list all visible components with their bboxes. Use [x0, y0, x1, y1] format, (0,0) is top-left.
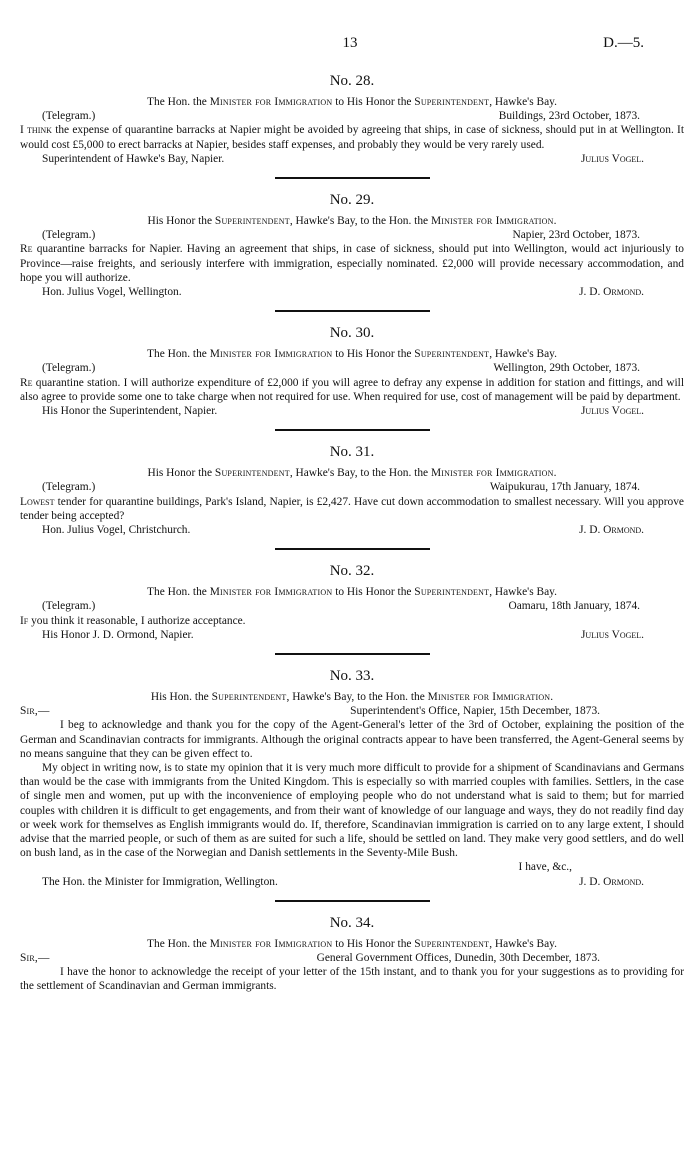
- route-to-place: , Hawke's Bay.: [489, 348, 557, 361]
- lead-word: Lowest: [20, 495, 55, 508]
- letter-place-date: General Government Offices, Dunedin, 30th December, 1873.: [316, 951, 600, 964]
- route-to-office: Minister for Immigration: [427, 690, 551, 703]
- section-divider: [275, 653, 430, 655]
- message-type: (Telegram.): [42, 362, 96, 375]
- body-text: tender for quarantine buildings, Park's Island, Napier, is £2,427. Have cut down accommodation to smallest necessary. Will you approve tender being accepted?: [20, 495, 684, 522]
- message-meta: [20, 599, 684, 613]
- route-to-place: .: [553, 214, 557, 227]
- message-number: No. 29.: [329, 191, 375, 208]
- route-from-office: Superintendent: [211, 690, 287, 703]
- page-number: 13: [342, 35, 358, 51]
- addressee: His Honor the Superintendent, Napier.: [42, 404, 218, 417]
- letter-paragraph: I have the honor to acknowledge the receipt of your letter of the 15th instant, and to thank you for your suggestions as to providing for the settlement of Scandinavian and German immigrants.: [20, 966, 684, 993]
- route-to-text: , Hawke's Bay, to the Hon. the: [289, 467, 431, 480]
- closing-text: I have, &c.,: [518, 861, 572, 874]
- message-place-date: Buildings, 23rd October, 1873.: [498, 110, 640, 123]
- message-body: [20, 376, 684, 404]
- message-body: [20, 495, 684, 523]
- message-type: (Telegram.): [42, 481, 96, 494]
- signature: Julius Vogel.: [580, 628, 644, 641]
- route-to-text: to His Honor the: [332, 96, 415, 108]
- message-route: [20, 95, 684, 109]
- message-meta: [20, 361, 684, 375]
- letter-meta: [20, 704, 684, 718]
- lead-word: If: [20, 614, 29, 627]
- letter-paragraph: My object in writing now, is to state my opinion that it is very much more difficult to provide for a shipment of Scandinavians and Germans than would be the case with immigrants from the United Kingdom. This is especially so with married couples with families. Settlers, in the case of single men and women, put up with the inconvenience of employing people who do not understand what is said to them; but for married couples with children it is difficult to get engagements, and from their want of knowledge of our language and ways, they do not readily find day or week work for themselves as English immigrants would do. If, therefore, Scandinavian immigration is carried on to any large extent, I should advise that the married people, or such of them as are suited for such a life, should be settled on land. They make very good settlers, and do well on bush land, as in the case of the Norwegian and Danish settlements in the Seventy-Mile Bush.: [20, 761, 684, 860]
- route-to-office: Superintendent: [414, 348, 490, 361]
- message-body: [20, 242, 684, 285]
- message-signature-line: [20, 285, 684, 299]
- letter-place-date: Superintendent's Office, Napier, 15th December, 1873.: [350, 705, 600, 718]
- telegram-28: [20, 72, 684, 166]
- route-from-office: Superintendent: [214, 467, 290, 480]
- letter-33: [20, 667, 684, 889]
- section-divider: [275, 177, 430, 179]
- message-place-date: Oamaru, 18th January, 1874.: [508, 600, 640, 613]
- route-from-title: The Hon. the: [147, 937, 210, 950]
- route-to-place: , Hawke's Bay.: [489, 96, 557, 108]
- addressee: The Hon. the Minister for Immigration, Wellington.: [42, 875, 278, 888]
- letter-closing: [20, 860, 684, 874]
- lead-word: Re: [20, 376, 33, 389]
- addressee: His Honor J. D. Ormond, Napier.: [42, 628, 194, 641]
- telegram-29: [20, 191, 684, 299]
- message-signature-line: [20, 404, 684, 418]
- route-from-office: Superintendent: [214, 214, 290, 227]
- message-route: [20, 466, 684, 480]
- route-from-title: The Hon. the: [147, 348, 210, 361]
- message-route: [20, 937, 684, 951]
- message-meta: [20, 109, 684, 123]
- message-number: No. 34.: [329, 914, 375, 931]
- message-route: [20, 585, 684, 599]
- correspondence: [20, 72, 684, 994]
- message-place-date: Napier, 23rd October, 1873.: [512, 229, 640, 242]
- message-body: [20, 123, 684, 151]
- message-type: (Telegram.): [42, 229, 96, 242]
- message-type: (Telegram.): [42, 600, 96, 613]
- signature: J. D. Ormond.: [579, 875, 644, 888]
- route-to-place: , Hawke's Bay.: [489, 586, 557, 599]
- telegram-30: [20, 324, 684, 418]
- message-place-date: Wellington, 29th October, 1873.: [493, 362, 640, 375]
- signature: Julius Vogel.: [580, 152, 644, 165]
- message-signature-line: [20, 875, 684, 889]
- letter-body: [20, 718, 684, 860]
- message-meta: [20, 228, 684, 242]
- route-to-place: , Hawke's Bay.: [489, 937, 557, 950]
- route-to-office: Superintendent: [414, 96, 490, 108]
- addressee: Hon. Julius Vogel, Christchurch.: [42, 523, 191, 536]
- route-from-office: Minister for Immigration: [209, 586, 333, 599]
- route-to-text: to His Honor the: [332, 348, 415, 361]
- message-route: [20, 214, 684, 228]
- route-from-office: Minister for Immigration: [209, 348, 333, 361]
- route-from-title: The Hon. the: [147, 586, 210, 599]
- message-type: (Telegram.): [42, 110, 96, 123]
- route-from-title: His Honor the: [147, 214, 215, 227]
- route-to-office: Minister for Immigration: [430, 214, 554, 227]
- route-to-text: to His Honor the: [332, 937, 415, 950]
- message-number: No. 30.: [329, 325, 375, 342]
- lead-word: I think: [20, 124, 52, 137]
- body-text: you think it reasonable, I authorize acceptance.: [28, 614, 246, 627]
- message-number: No. 28.: [329, 73, 375, 89]
- telegram-32: [20, 562, 684, 642]
- letter-paragraph: I beg to acknowledge and thank you for the copy of the Agent-General's letter of the 3rd of October, explaining the position of the German and Scandinavian contracts for immigrants. Although the original contracts appear to have been transferred, the Agent-General seems by no means sanguine that they can be given effect to.: [20, 719, 684, 760]
- addressee: Superintendent of Hawke's Bay, Napier.: [42, 152, 225, 165]
- message-signature-line: [20, 523, 684, 537]
- section-divider: [275, 429, 430, 431]
- message-number: No. 32.: [329, 563, 375, 580]
- message-route: [20, 690, 684, 704]
- route-to-text: , Hawke's Bay, to the Hon. the: [289, 214, 431, 227]
- section-divider: [275, 310, 430, 312]
- body-text: quarantine barracks for Napier. Having an agreement that ships, in case of sickness, should put into Wellington, would act injuriously to Province—raise freights, and seriously interfere with immigration, especially nominated. £2,000 will provide necessary accommodation, and hope you will authorize.: [20, 243, 684, 284]
- lead-word: Re: [20, 243, 33, 256]
- route-from-title: The Hon. the: [147, 96, 210, 108]
- section-divider: [275, 900, 430, 902]
- route-from-title: His Honor the: [147, 467, 215, 480]
- document-reference: D.—5.: [603, 35, 644, 51]
- route-to-office: Superintendent: [414, 586, 490, 599]
- message-number: No. 33.: [329, 667, 375, 684]
- section-divider: [275, 548, 430, 550]
- message-route: [20, 347, 684, 361]
- route-to-place: .: [553, 467, 557, 480]
- signature: J. D. Ormond.: [579, 523, 644, 536]
- message-body: [20, 614, 684, 628]
- body-text: quarantine station. I will authorize expenditure of £2,000 if you will agree to defray any expense in addition for station and fittings, and will also agree to provide some one to take charge when not required for use. When required for use, cost of management will be paid by department.: [20, 376, 684, 403]
- message-signature-line: [20, 628, 684, 642]
- page-header: [0, 36, 700, 56]
- route-to-text: , Hawke's Bay, to the Hon. the: [286, 690, 428, 703]
- salutation: Sir,—: [20, 951, 50, 964]
- route-from-title: His Hon. the: [150, 690, 212, 703]
- route-from-office: Minister for Immigration: [209, 96, 333, 108]
- message-number: No. 31.: [329, 444, 375, 461]
- signature: J. D. Ormond.: [579, 285, 644, 298]
- route-to-office: Minister for Immigration: [430, 467, 554, 480]
- route-to-text: to His Honor the: [332, 586, 415, 599]
- message-place-date: Waipukurau, 17th January, 1874.: [489, 481, 640, 494]
- salutation: Sir,—: [20, 705, 50, 718]
- message-meta: [20, 480, 684, 494]
- route-from-office: Minister for Immigration: [209, 937, 333, 950]
- letter-body: [20, 965, 684, 993]
- letter-34: [20, 914, 684, 994]
- telegram-31: [20, 443, 684, 537]
- addressee: Hon. Julius Vogel, Wellington.: [42, 285, 182, 298]
- body-text: the expense of quarantine barracks at Napier might be avoided by agreeing that ships, in case of sickness, should put in at Wellington. It would cost £5,000 to erect barracks at Napier, besides staff expenses, and probably they would be very rarely used.: [20, 124, 684, 151]
- signature: Julius Vogel.: [580, 404, 644, 417]
- letter-meta: [20, 951, 684, 965]
- route-to-office: Superintendent: [414, 937, 490, 950]
- message-signature-line: [20, 152, 684, 166]
- route-to-place: .: [550, 690, 554, 703]
